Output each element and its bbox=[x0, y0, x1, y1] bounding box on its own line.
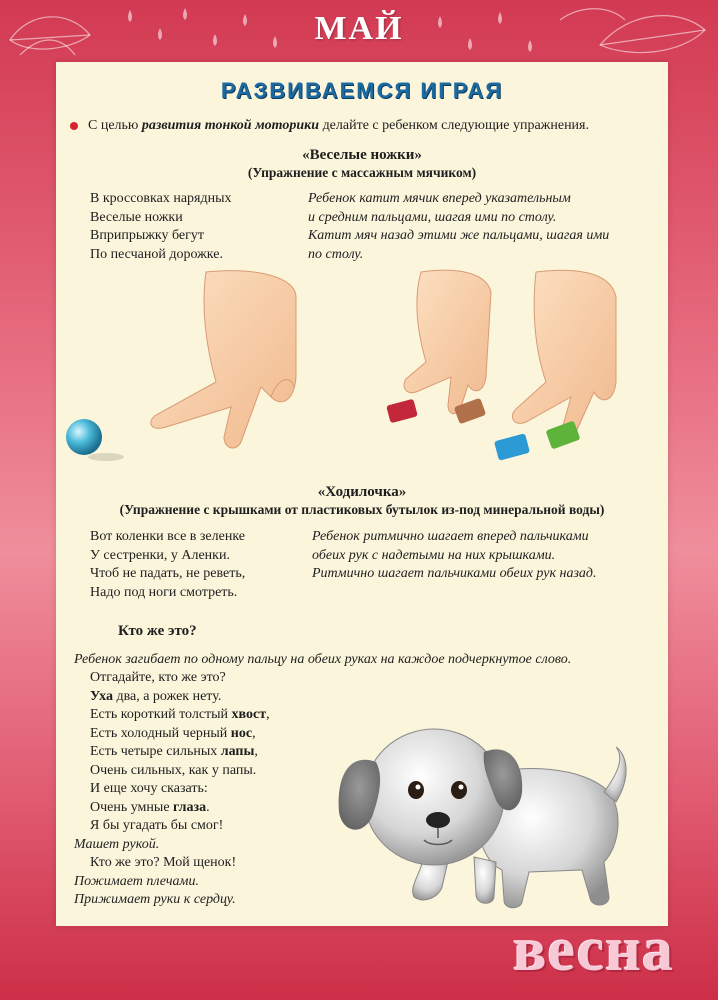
action-line: Прижимает руки к сердцу. bbox=[74, 892, 236, 907]
bullet-icon bbox=[70, 122, 78, 130]
intro-text bbox=[70, 118, 589, 134]
poem-line: Вприпрыжку бегут bbox=[90, 228, 205, 243]
exercise2-poem bbox=[90, 528, 245, 602]
intro-bold: развития тонкой моторики bbox=[141, 118, 320, 133]
walking-fingers-hand bbox=[151, 271, 296, 448]
instruction-line: по столу. bbox=[308, 246, 364, 262]
instruction-line: Катит мяч назад этими же пальцами, шагая ими bbox=[308, 228, 610, 243]
poem-line: Очень сильных, как у папы. bbox=[90, 762, 257, 778]
poem-line: У сестренки, у Аленки. bbox=[90, 547, 230, 563]
poem-line: Кто же это? Мой щенок! bbox=[90, 855, 237, 870]
hands-with-bottle-caps bbox=[386, 270, 616, 461]
exercise2-instructions bbox=[312, 528, 597, 584]
poem-line: Вот коленки все в зеленке bbox=[90, 529, 246, 544]
poem-line: Чтоб не падать, не реветь, bbox=[90, 566, 246, 581]
instruction-line: и средним пальцами, шагая ими по столу. bbox=[308, 209, 557, 225]
exercise-illustrations bbox=[56, 267, 668, 482]
poem-line bbox=[74, 743, 270, 762]
keyword: лапы bbox=[220, 744, 255, 759]
puppy-illustration bbox=[324, 682, 644, 912]
keyword: Уха bbox=[90, 688, 113, 704]
instruction-line: обеих рук с надетыми на них крышками. bbox=[312, 547, 556, 563]
poem-line: Веселые ножки bbox=[90, 209, 183, 225]
exercise1-poem bbox=[90, 190, 232, 264]
poem-line: И еще хочу сказать: bbox=[90, 781, 208, 796]
exercise3-instruction: Ребенок загибает по одному пальцу на обеих руках на каждое подчеркнутое слово. bbox=[74, 652, 572, 667]
intro-before: С целью bbox=[88, 118, 142, 133]
instruction-line: Ребенок катит мячик вперед указательным bbox=[308, 191, 571, 206]
month-title: МАЙ bbox=[314, 10, 404, 47]
exercise2-subtitle: (Упражнение с крышками от пластиковых бутылок из-под минеральной воды) bbox=[119, 502, 605, 517]
poem-line: Отгадайте, кто же это? bbox=[90, 670, 226, 685]
poem-text: Есть четыре сильных bbox=[90, 744, 221, 759]
poem-text: , bbox=[266, 707, 270, 722]
season-word: весна bbox=[513, 916, 674, 984]
action-line: Машет рукой. bbox=[74, 836, 160, 852]
poem-text: , bbox=[254, 744, 258, 759]
keyword: нос bbox=[230, 725, 253, 741]
exercise1-instructions bbox=[308, 190, 609, 264]
poem-line: Надо под ноги смотреть. bbox=[90, 584, 238, 600]
instruction-line: Ребенок ритмично шагает вперед пальчиками bbox=[312, 529, 589, 544]
poem-text: . bbox=[206, 799, 210, 815]
section-title: РАЗВИВАЕМСЯ ИГРАЯ bbox=[220, 78, 504, 103]
keyword: глаза bbox=[173, 799, 207, 815]
exercise3-title: Кто же это? bbox=[118, 623, 197, 639]
poem-line bbox=[74, 725, 270, 744]
exercise3-poem bbox=[74, 669, 270, 910]
poem-line bbox=[74, 706, 270, 725]
exercise1-title: «Веселые ножки» bbox=[302, 147, 422, 163]
poem-line: Я бы угадать бы смог! bbox=[90, 818, 224, 833]
intro-after: делайте с ребенком следующие упражнения. bbox=[319, 118, 589, 133]
exercise2-title: «Ходилочка» bbox=[317, 484, 407, 500]
poem-text: два, а рожек нету. bbox=[112, 688, 222, 704]
poem-line bbox=[74, 688, 270, 707]
blue-ball-icon bbox=[66, 419, 124, 461]
poem-text: Очень умные bbox=[90, 799, 174, 815]
poem-text: , bbox=[252, 725, 256, 741]
poem-line: В кроссовках нарядных bbox=[90, 191, 232, 206]
instruction-line: Ритмично шагает пальчиками обеих рук назад. bbox=[312, 566, 597, 581]
poem-text: Есть холодный черный bbox=[90, 725, 231, 741]
keyword: хвост bbox=[231, 707, 267, 722]
poem-line: По песчаной дорожке. bbox=[90, 246, 223, 262]
poem-line bbox=[74, 799, 270, 818]
content-panel bbox=[56, 62, 668, 926]
poem-text: Есть короткий толстый bbox=[90, 707, 232, 722]
action-line: Пожимает плечами. bbox=[74, 873, 199, 889]
exercise1-subtitle: (Упражнение с массажным мячиком) bbox=[247, 165, 477, 180]
